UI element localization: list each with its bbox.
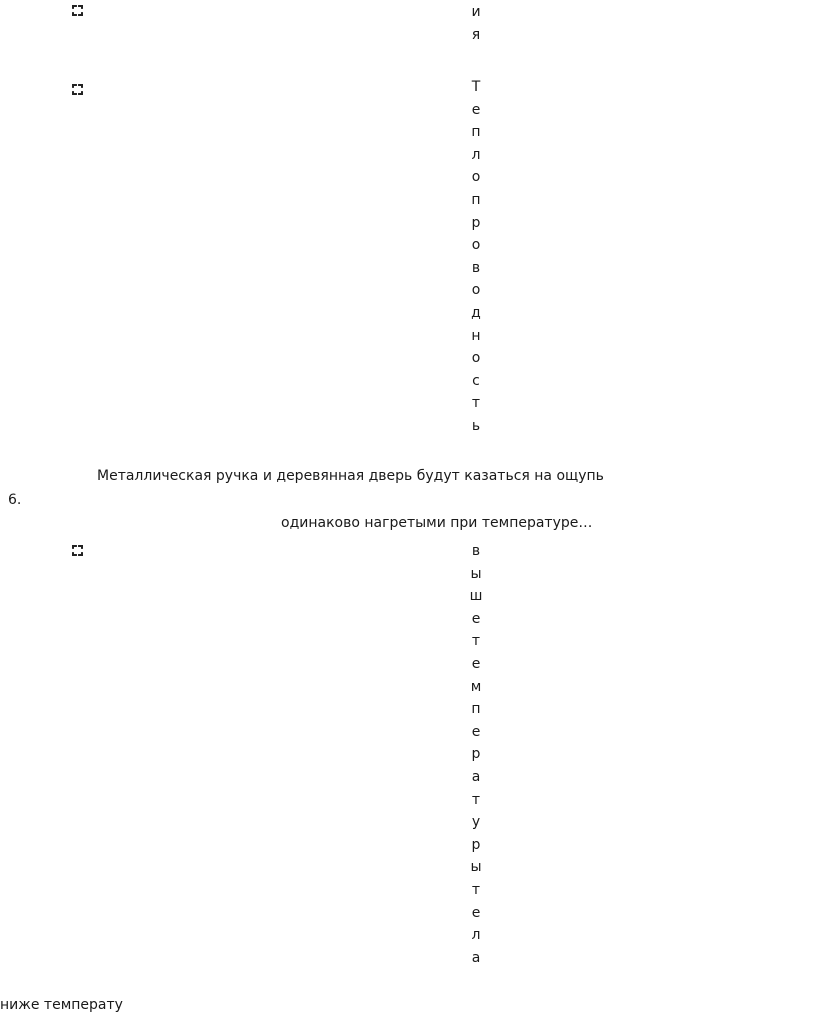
option-text-2-vertical <box>466 76 486 438</box>
letter: м <box>470 678 482 695</box>
letter: в <box>471 543 481 559</box>
option-text-4-partial: ниже температу <box>0 997 123 1013</box>
letter: р <box>471 746 481 763</box>
letter: е <box>471 610 481 627</box>
letter: о <box>471 282 481 299</box>
letter: о <box>471 169 481 186</box>
letter: п <box>471 124 481 141</box>
letter: у <box>471 814 481 831</box>
letter: р <box>471 214 481 231</box>
letter: т <box>471 395 481 412</box>
letter: ы <box>470 565 482 582</box>
letter: т <box>471 881 481 898</box>
letter: я <box>471 26 481 43</box>
letter: а <box>471 949 481 966</box>
letter: с <box>472 372 480 389</box>
letter: е <box>471 655 481 672</box>
letter: д <box>471 304 481 321</box>
letter: ь <box>471 417 481 434</box>
letter: л <box>471 927 481 944</box>
letter: е <box>471 101 481 118</box>
option-text-3-vertical <box>466 540 486 969</box>
letter: е <box>471 904 481 921</box>
letter: н <box>471 327 481 344</box>
letter: ы <box>470 859 482 876</box>
question-text-line-2: одинаково нагретыми при температуре… <box>281 515 593 531</box>
letter: п <box>471 701 481 718</box>
option-checkbox-1[interactable] <box>72 5 83 16</box>
letter: Т <box>471 79 481 95</box>
letter: е <box>471 723 481 740</box>
letter: о <box>471 350 481 367</box>
letter: т <box>471 633 481 650</box>
letter: т <box>471 791 481 808</box>
letter: а <box>471 768 481 785</box>
option-checkbox-2[interactable] <box>72 84 83 95</box>
letter: п <box>471 191 481 208</box>
letter: ш <box>469 588 483 605</box>
letter: в <box>471 259 481 276</box>
letter: и <box>471 4 481 20</box>
letter: р <box>471 836 481 853</box>
letter: л <box>471 146 481 163</box>
option-checkbox-3[interactable] <box>72 545 83 556</box>
question-text-line-1: Металлическая ручка и деревянная дверь будут казаться на ощупь <box>97 468 604 484</box>
letter: о <box>471 237 481 254</box>
question-number: 6. <box>8 492 22 508</box>
option-text-1-vertical <box>466 1 486 46</box>
